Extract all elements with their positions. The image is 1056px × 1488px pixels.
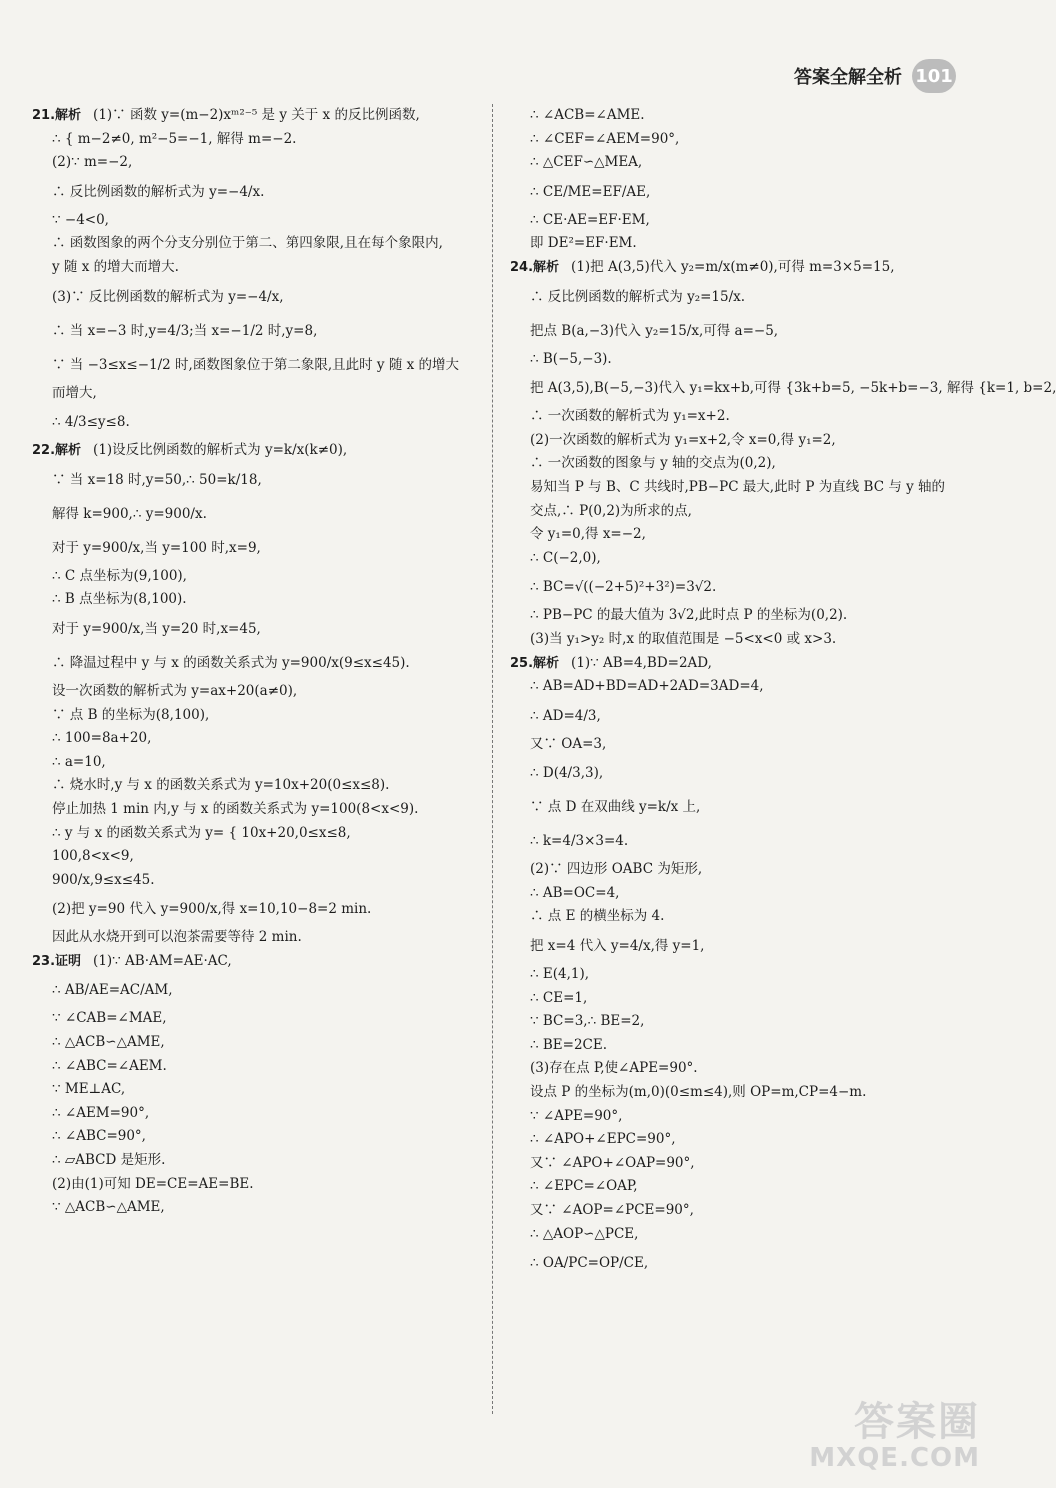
question-heading <box>32 104 484 128</box>
question-heading <box>510 652 970 676</box>
solution-line: ∴ △ACB∽△AME, <box>52 1034 165 1051</box>
solution-line: (2)∵ m=−2, <box>52 154 133 171</box>
solution-line: ∴ 当 x=−3 时,y=4/3;当 x=−1/2 时,y=8, <box>52 322 318 339</box>
question-tag: 解析 <box>55 108 82 123</box>
solution-text: (1)把 A(3,5)代入 y₂=m/x(m≠0),可得 m=3×5=15, <box>571 258 895 275</box>
solution-line: ∴ 一次函数的图象与 y 轴的交点为(0,2), <box>530 455 776 472</box>
question-number: 25. <box>510 655 534 671</box>
solution-line: ∴ ∠ABC=∠AEM. <box>52 1057 167 1074</box>
solution-line: ∴ ∠EPC=∠OAP, <box>530 1178 638 1195</box>
solution-line: 900/x,9≤x≤45. <box>52 871 155 888</box>
solution-line: ∴ D(4/3,3), <box>530 765 604 782</box>
solution-line: (2)∵ 四边形 OABC 为矩形, <box>530 861 703 878</box>
solution-line: ∴ OA/PC=OP/CE, <box>530 1255 649 1272</box>
solution-line: 令 y₁=0,得 x=−2, <box>530 526 646 543</box>
page-number-badge: 101 <box>912 59 956 93</box>
solution-line: (3)存在点 P,使∠APE=90°. <box>530 1060 698 1077</box>
solution-line: 易知当 P 与 B、C 共线时,PB−PC 最大,此时 P 为直线 BC 与 y 轴的 <box>530 478 946 495</box>
solution-line: (3)∵ 反比例函数的解析式为 y=−4/x, <box>52 288 284 305</box>
solution-line: ∴ { m−2≠0, m²−5=−1, 解得 m=−2. <box>52 130 297 147</box>
solution-line: ∴ CE/ME=EF/AE, <box>530 183 651 200</box>
solution-line: (2)一次函数的解析式为 y₁=x+2,令 x=0,得 y₁=2, <box>530 431 836 448</box>
right-column <box>510 104 1056 1280</box>
solution-line: ∵ ME⊥AC, <box>52 1081 126 1098</box>
solution-line: (3)当 y₁>y₂ 时,x 的取值范围是 −5<x<0 或 x>3. <box>530 630 837 647</box>
solution-line: ∴ ▱ABCD 是矩形. <box>52 1152 166 1169</box>
solution-text: (1)∵ AB·AM=AE·AC, <box>93 952 232 969</box>
solution-line: ∴ 一次函数的解析式为 y₁=x+2. <box>530 408 730 425</box>
solution-line: 停止加热 1 min 内,y 与 x 的函数关系式为 y=100(8<x<9). <box>52 800 419 817</box>
question-number: 24. <box>510 259 534 275</box>
column-divider <box>492 104 493 1414</box>
solution-line: 交点,∴ P(0,2)为所求的点, <box>530 502 692 519</box>
left-column <box>32 104 484 1220</box>
solution-line: ∴ 函数图象的两个分支分别位于第二、第四象限,且在每个象限内, <box>52 235 443 252</box>
solution-line: ∵ 当 x=18 时,y=50,∴ 50=k/18, <box>52 471 262 488</box>
solution-line: ∴ △AOP∽△PCE, <box>530 1225 639 1242</box>
watermark-site: MXQE.COM <box>809 1443 980 1473</box>
solution-line: ∴ CE·AE=EF·EM, <box>530 211 650 228</box>
solution-line: ∴ k=4/3×3=4. <box>530 833 629 850</box>
solution-line: ∴ △CEF∽△MEA, <box>530 154 643 171</box>
solution-line: ∴ 反比例函数的解析式为 y=−4/x. <box>52 183 265 200</box>
solution-line: ∵ BC=3,∴ BE=2, <box>530 1013 645 1030</box>
solution-line: ∴ ∠APO+∠EPC=90°, <box>530 1131 676 1148</box>
solution-line: ∴ C 点坐标为(9,100), <box>52 567 187 584</box>
solution-line: ∵ 点 B 的坐标为(8,100), <box>52 706 210 723</box>
solution-line: ∵ △ACB∽△AME, <box>52 1199 165 1216</box>
solution-text: (1)设反比例函数的解析式为 y=k/x(k≠0), <box>93 442 348 459</box>
solution-line: ∴ ∠CEF=∠AEM=90°, <box>530 130 680 147</box>
solution-line: 设点 P 的坐标为(m,0)(0≤m≤4),则 OP=m,CP=4−m. <box>530 1084 867 1101</box>
solution-line: 而增大, <box>52 384 97 401</box>
solution-line: ∴ 4/3≤y≤8. <box>52 414 130 431</box>
question-tag: 解析 <box>533 259 560 275</box>
solution-line: ∴ BE=2CE. <box>530 1036 608 1053</box>
solution-line: 对于 y=900/x,当 y=20 时,x=45, <box>52 620 261 637</box>
solution-line: ∴ 降温过程中 y 与 x 的函数关系式为 y=900/x(9≤x≤45). <box>52 654 410 671</box>
question-heading <box>32 950 484 974</box>
question-number: 23. <box>32 953 56 969</box>
solution-line: (2)把 y=90 代入 y=900/x,得 x=10,10−8=2 min. <box>52 901 372 918</box>
watermark-logo: 答案圈 <box>854 1399 980 1445</box>
solution-line: ∴ ∠ACB=∠AME. <box>530 107 645 123</box>
solution-line: ∴ BC=√((−2+5)²+3²)=3√2. <box>530 579 717 596</box>
solution-line: ∴ 烧水时,y 与 x 的函数关系式为 y=10x+20(0≤x≤8). <box>52 777 390 794</box>
question-tag: 解析 <box>533 655 560 671</box>
solution-line: ∴ AB=AD+BD=AD+2AD=3AD=4, <box>530 678 764 695</box>
solution-line: 把 A(3,5),B(−5,−3)代入 y₁=kx+b,可得 {3k+b=5, −5k+b=−3, 解得 {k=1, b=2, <box>530 380 1056 397</box>
watermark <box>760 1392 980 1472</box>
solution-line: 因此从水烧开到可以泡茶需要等待 2 min. <box>52 929 302 946</box>
solution-line: ∵ 点 D 在双曲线 y=k/x 上, <box>530 799 701 816</box>
question-number: 22. <box>32 443 56 459</box>
solution-line: ∵ ∠CAB=∠MAE, <box>52 1010 167 1027</box>
solution-line: ∴ PB−PC 的最大值为 3√2,此时点 P 的坐标为(0,2). <box>530 607 848 624</box>
solution-line: ∴ 100=8a+20, <box>52 730 152 747</box>
solution-line: ∵ 当 −3≤x≤−1/2 时,函数图象位于第二象限,且此时 y 随 x 的增大 <box>52 356 460 373</box>
solution-line: ∴ y 与 x 的函数关系式为 y= { 10x+20,0≤x≤8, <box>52 824 351 841</box>
solution-line: ∴ ∠AEM=90°, <box>52 1104 150 1121</box>
solution-line: ∴ AD=4/3, <box>530 707 601 724</box>
solution-line: ∴ 点 E 的横坐标为 4. <box>530 908 665 925</box>
solution-line: 即 DE²=EF·EM. <box>530 235 637 252</box>
solution-line: 又∵ ∠AOP=∠PCE=90°, <box>530 1202 694 1218</box>
solution-line: 把 x=4 代入 y=4/x,得 y=1, <box>530 938 705 955</box>
solution-line: ∴ AB/AE=AC/AM, <box>52 982 173 999</box>
solution-line: 设一次函数的解析式为 y=ax+20(a≠0), <box>52 682 298 699</box>
solution-line: ∴ ∠ABC=90°, <box>52 1128 146 1145</box>
question-tag: 解析 <box>55 443 82 459</box>
solution-line: ∵ ∠APE=90°, <box>530 1107 623 1124</box>
page-header <box>794 58 956 94</box>
solution-line: (2)由(1)可知 DE=CE=AE=BE. <box>52 1175 254 1192</box>
solution-line: ∴ CE=1, <box>530 989 588 1006</box>
solution-line: 又∵ ∠APO+∠OAP=90°, <box>530 1154 695 1171</box>
solution-line: y 随 x 的增大而增大. <box>52 258 179 275</box>
solution-text: (1)∵ AB=4,BD=2AD, <box>571 654 712 671</box>
question-number: 21. <box>32 108 56 123</box>
solution-line: 对于 y=900/x,当 y=100 时,x=9, <box>52 539 261 556</box>
header-title: 答案全解全析 <box>794 67 902 88</box>
solution-line: ∴ AB=OC=4, <box>530 884 620 901</box>
solution-line: ∴ 反比例函数的解析式为 y₂=15/x. <box>530 288 746 305</box>
solution-line: ∵ −4<0, <box>52 211 109 228</box>
solution-line: ∴ E(4,1), <box>530 966 590 983</box>
solution-line: ∴ B(−5,−3). <box>530 350 612 367</box>
solution-line: ∴ C(−2,0), <box>530 549 601 566</box>
solution-line: ∴ a=10, <box>52 753 106 770</box>
solution-line: 又∵ OA=3, <box>530 735 607 752</box>
solution-line: 解得 k=900,∴ y=900/x. <box>52 505 207 522</box>
solution-line: 把点 B(a,−3)代入 y₂=15/x,可得 a=−5, <box>530 322 779 339</box>
solution-text: (1)∵ 函数 y=(m−2)xᵐ²⁻⁵ 是 y 关于 x 的反比例函数, <box>93 107 420 123</box>
question-tag: 证明 <box>55 953 82 969</box>
question-heading <box>32 439 484 463</box>
solution-line: ∴ B 点坐标为(8,100). <box>52 591 187 608</box>
solution-line: 100,8<x<9, <box>52 848 134 865</box>
question-heading <box>510 256 970 280</box>
